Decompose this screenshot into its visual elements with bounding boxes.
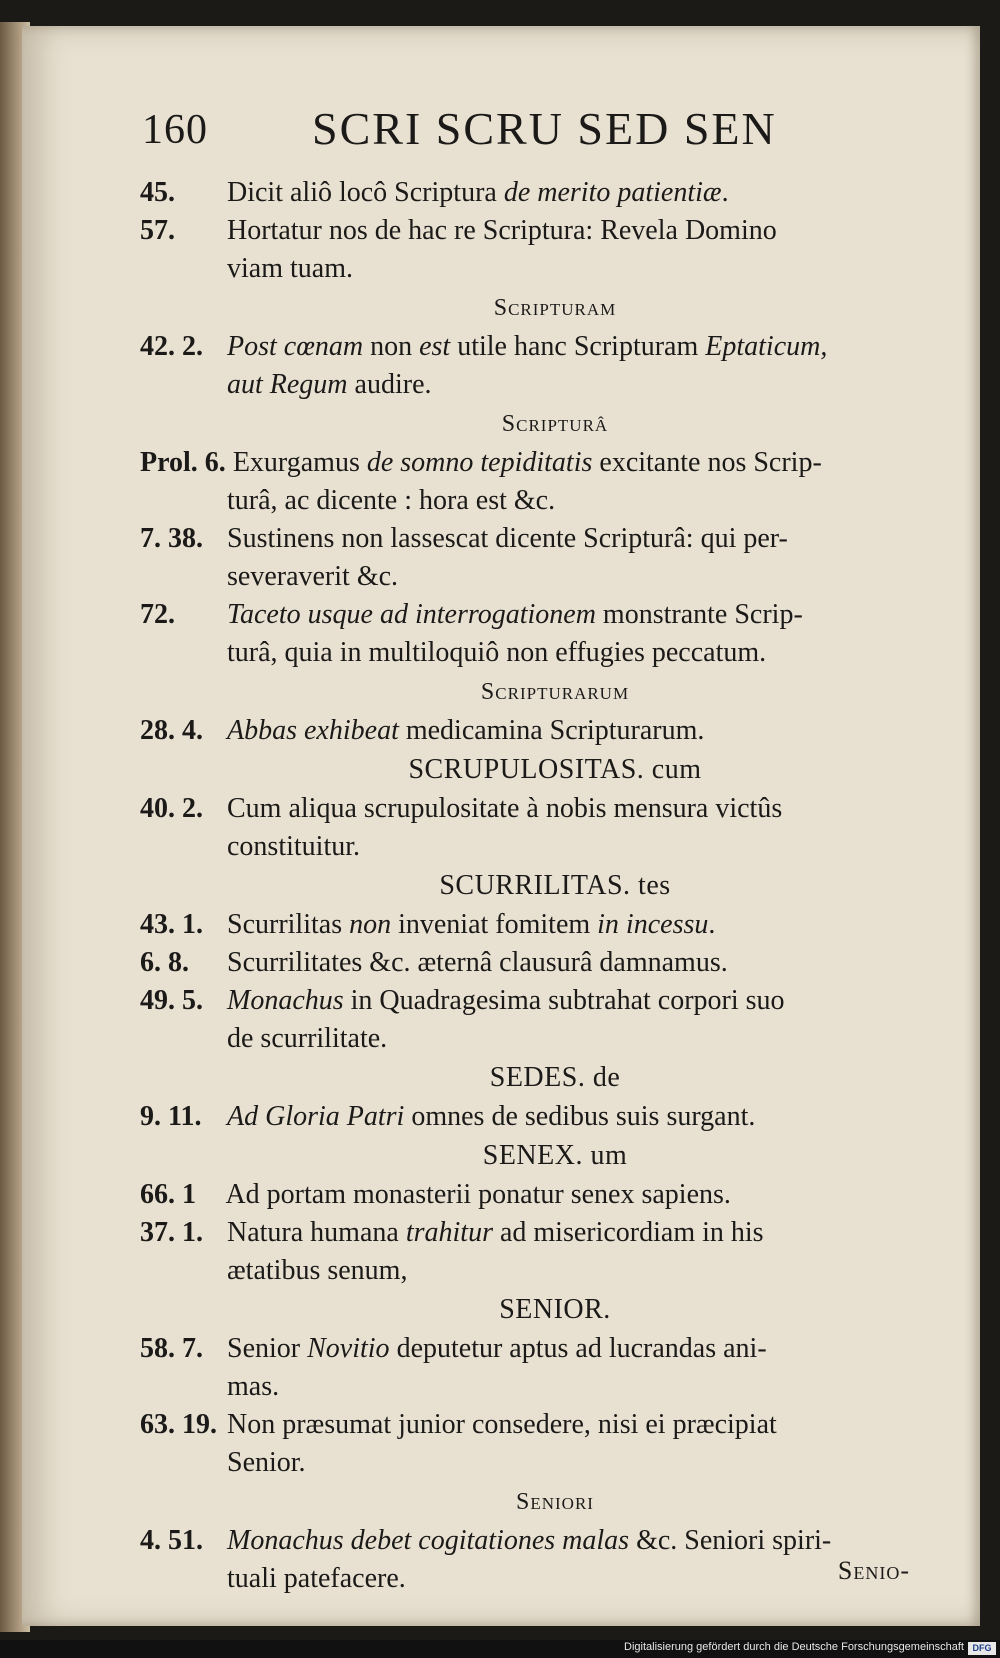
entry-text: Senior Novitio deputetur aptus ad lucrandas ani- — [220, 1333, 767, 1364]
entry-text: constituitur. — [220, 831, 360, 862]
entry-reference: 63. 19. — [140, 1409, 217, 1440]
entry-continuation — [140, 1252, 970, 1290]
index-entry — [140, 596, 970, 634]
index-entry — [140, 1406, 970, 1444]
entry-reference: 66. 1 — [140, 1179, 196, 1210]
entry-text: aut Regum audire. — [227, 369, 432, 400]
entry-continuation — [140, 1444, 970, 1482]
index-entry — [140, 520, 970, 558]
index-heading: SCRUPULOSITAS. cum — [408, 754, 702, 785]
entry-text: ætatibus senum, — [220, 1255, 408, 1286]
book-page — [22, 26, 980, 1626]
index-entry — [140, 1330, 970, 1368]
index-entry — [140, 174, 970, 212]
entry-continuation — [140, 482, 970, 520]
entry-text: Dicit aliô locô Scriptura de merito patientiæ. — [220, 177, 729, 208]
entry-text: Natura humana trahitur ad misericordiam in his — [220, 1217, 764, 1248]
index-entry — [140, 712, 970, 750]
entry-text: mas. — [220, 1371, 280, 1402]
entry-text: Cum aliqua scrupulositate à nobis mensura victûs — [220, 793, 783, 824]
entry-text: Abbas exhibeat medicamina Scripturarum. — [227, 715, 705, 746]
entry-reference: Prol. 6. — [140, 447, 226, 478]
entry-text: Sustinens non lassescat dicente Scripturâ: qui per- — [220, 523, 788, 554]
entry-text: Taceto usque ad interrogationem monstrante Scrip- — [227, 599, 803, 630]
entry-reference: 6. 8. — [140, 947, 189, 978]
index-entry — [140, 1176, 970, 1214]
dfg-logo: DFG — [968, 1642, 996, 1655]
digitization-credit: Digitalisierung gefördert durch die Deutsche Forschungsgemeinschaft — [624, 1641, 964, 1653]
running-head-words: SCRI SCRU SED SEN — [312, 103, 777, 154]
entry-reference: 40. 2. — [140, 793, 203, 824]
index-entry — [140, 982, 970, 1020]
entry-text: Non præsumat junior consedere, nisi ei præcipiat — [220, 1409, 777, 1440]
entry-reference: 43. 1. — [140, 909, 203, 940]
entry-continuation — [140, 250, 970, 288]
index-heading: Seniori — [516, 1489, 594, 1515]
entry-reference: 28. 4. — [140, 715, 203, 746]
index-entry — [140, 944, 970, 982]
index-entry — [140, 212, 970, 250]
entry-reference: 49. 5. — [140, 985, 203, 1016]
entry-text: Post cœnam non est utile hanc Scripturam Eptaticum, — [227, 331, 828, 362]
entry-text: turâ, ac dicente : hora est &c. — [220, 485, 556, 516]
entry-text: turâ, quia in multiloquiô non effugies peccatum. — [220, 637, 767, 668]
entry-continuation — [140, 1020, 970, 1058]
index-heading: SEDES. de — [489, 1062, 621, 1093]
entry-text: Exurgamus de somno tepiditatis excitante nos Scrip- — [225, 447, 822, 478]
catchword: Senio- — [837, 1556, 910, 1585]
page-number: 160 — [142, 107, 208, 153]
entry-text: Ad portam monasterii ponatur senex sapiens. — [220, 1179, 731, 1210]
entry-reference: 9. 11. — [140, 1101, 202, 1132]
index-entry — [140, 328, 970, 366]
entry-continuation — [140, 634, 970, 672]
entry-reference: 4. 51. — [140, 1525, 203, 1556]
entry-text: Hortatur nos de hac re Scriptura: Revela Domino — [220, 215, 777, 246]
entry-reference: 42. 2. — [140, 331, 203, 362]
entry-text: severaverit &c. — [220, 561, 399, 592]
entry-text: Scurrilitates &c. æternâ clausurâ damnamus. — [220, 947, 728, 978]
index-heading: SENIOR. — [499, 1294, 611, 1325]
entry-text: de scurrilitate. — [220, 1023, 388, 1054]
index-heading: Scripturam — [493, 295, 617, 321]
entry-reference: 58. 7. — [140, 1333, 203, 1364]
entry-text: viam tuam. — [220, 253, 353, 284]
index-entry — [140, 1522, 970, 1560]
entry-reference: 45. — [140, 177, 175, 208]
entry-text: Scurrilitas non inveniat fomitem in incessu. — [220, 909, 716, 940]
entry-reference: 57. — [140, 215, 175, 246]
entry-text: Monachus in Quadragesima subtrahat corpori suo — [227, 985, 785, 1016]
index-heading: SCURRILITAS. tes — [439, 870, 671, 901]
running-head — [142, 103, 902, 166]
index-heading: SENEX. um — [482, 1140, 628, 1171]
entry-continuation — [140, 366, 970, 404]
entry-continuation — [140, 828, 970, 866]
index-heading: Scripturâ — [501, 411, 609, 437]
index-entry — [140, 1098, 970, 1136]
entry-text: Ad Gloria Patri omnes de sedibus suis surgant. — [227, 1101, 756, 1132]
index-heading: Scripturarum — [480, 679, 630, 705]
entry-text: tuali patefacere. — [220, 1563, 406, 1594]
entry-reference: 37. 1. — [140, 1217, 203, 1248]
index-entry — [140, 906, 970, 944]
entry-reference: 72. — [140, 599, 175, 630]
entry-continuation — [140, 558, 970, 596]
entry-continuation — [140, 1368, 970, 1406]
index-entry — [140, 444, 970, 482]
index-content — [140, 174, 970, 1598]
entry-text: Senior. — [220, 1447, 306, 1478]
index-entry — [140, 1214, 970, 1252]
entry-text: Monachus debet cogitationes malas &c. Seniori spiri- — [227, 1525, 832, 1556]
index-entry — [140, 790, 970, 828]
entry-reference: 7. 38. — [140, 523, 203, 554]
